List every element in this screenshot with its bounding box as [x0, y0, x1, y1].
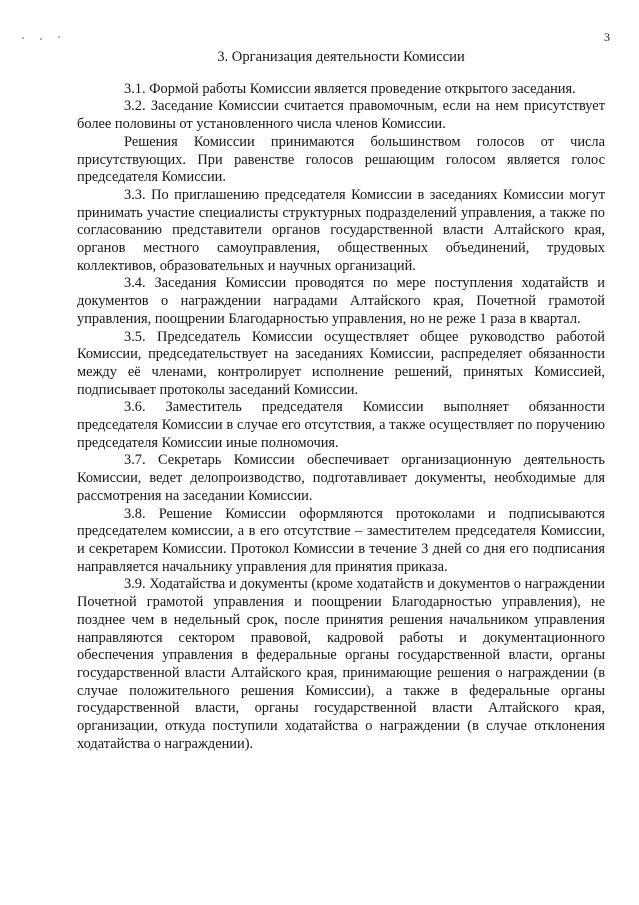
scan-artifact: [22, 37, 24, 39]
scan-artifact: [40, 38, 42, 40]
paragraph-3-4: 3.4. Заседания Комиссии проводятся по мере поступления ходатайств и документов о награждении наградами Алтайского края, Почетной грамотой управления, поощрении Благодарностью управления, но не реже 1 раза в квартал.: [77, 275, 605, 327]
paragraph-3-1: 3.1. Формой работы Комиссии является проведение открытого заседания.: [124, 80, 576, 97]
section-title: 3. Организация деятельности Комиссии: [217, 49, 465, 65]
page-number: 3: [604, 30, 610, 44]
paragraph-3-2-decisions: Решения Комиссии принимаются большинством голосов от числа присутствующих. При равенстве голосов решающим голосом является голос председателя Комиссии.: [77, 133, 605, 186]
paragraph-3-2: 3.2. Заседание Комиссии считается правомочным, если на нем присутствует более половины от установленного числа членов Комиссии.: [77, 98, 605, 133]
paragraph-3-6: 3.6. Заместитель председателя Комиссии выполняет обязанности председателя Комиссии в случае его отсутствия, а также осуществляет по поручению председателя Комиссии иные полномочия.: [77, 399, 605, 451]
document-body: [77, 49, 605, 753]
paragraph-3-8: 3.8. Решение Комиссии оформляются протоколами и подписываются председателем комиссии, а в его отсутствие – заместителем председателя Комиссии, и секретарем Комиссии. Протокол Комиссии в течение 3 дней со дня его подписания направляется начальнику управления для принятия приказа.: [77, 505, 605, 575]
paragraph-3-5: 3.5. Председатель Комиссии осуществляет общее руководство работой Комиссии, председательствует на заседаниях Комиссии, распределяет обязанности между её членами, контролирует исполнение решений, принятых Комиссией, подписывает протоколы заседаний Комиссии.: [77, 328, 605, 398]
paragraph-3-7: 3.7. Секретарь Комиссии обеспечивает организационную деятельность Комиссии, ведет делопроизводство, подготавливает документы, необходимые для рассмотрения на заседании Комиссии.: [77, 452, 605, 504]
paragraph-3-9: 3.9. Ходатайства и документы (кроме ходатайств и документов о награждении Почетной грамотой управления и поощрении Благодарностью управления), не позднее чем в недельный срок, после принятия решения начальником управления направляются сектором правовой, кадровой работы и документационного обеспечения управления в федеральные органы государственной власти, органы государственной власти Алтайского края, принимающие решения о награждении (в случае положительного решения Комиссии), а также в федеральные органы государственной власти, органы государственной власти Алтайского края, организации, откуда поступили ходатайства о награждении (в случае отклонения ходатайства о награждении).: [77, 576, 605, 752]
scan-artifact: [58, 36, 60, 38]
paragraph-3-3: 3.3. По приглашению председателя Комиссии в заседаниях Комиссии могут принимать участие специалисты структурных подразделений управления, а также по согласованию представители органов государственной власти Алтайского края, органов местного самоуправления, общественных объединений, трудовых коллективов, образовательных и научных организаций.: [77, 186, 605, 274]
